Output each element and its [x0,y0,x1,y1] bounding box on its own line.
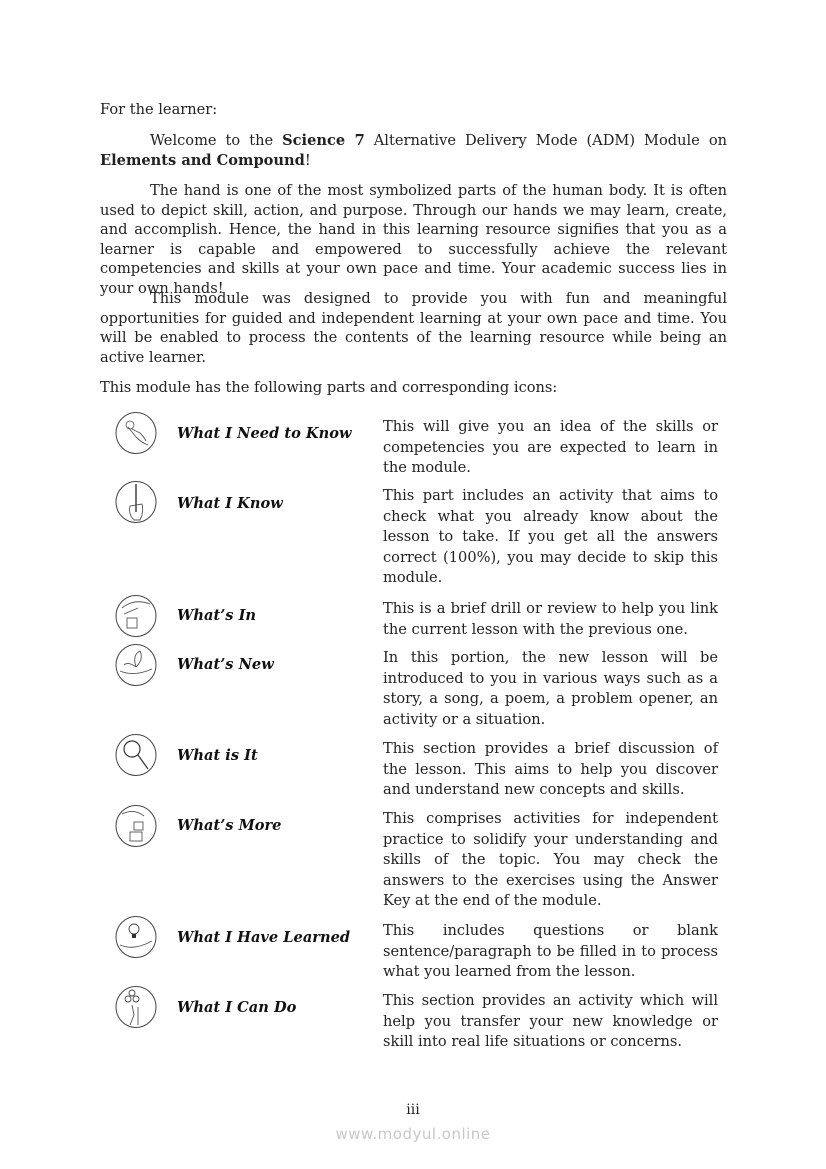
hand-puzzle-icon [114,594,158,638]
part-description: This part includes an activity that aims to check what you already know about the lesson to take. If you get all the answers correct (100%), you may decide to skip this module. [383,487,718,587]
module-topic: Elements and Compound [100,151,305,169]
watermark-link[interactable]: www.modyul.online [335,1125,491,1143]
part-label: What’s More [177,817,282,834]
hand-blocks-icon [114,804,158,848]
welcome-middle: Alternative Delivery Mode (ADM) Module on [364,132,728,149]
hand-pointing-icon [114,411,158,455]
module-paragraph: This module was designed to provide you with fun and meaningful opportunities for guided and independent learning at your own pace and time. You will be enabled to process the contents of the learning resource while being an active learner. [100,290,727,366]
part-label: What I Can Do [177,999,297,1016]
part-description: This comprises activities for independent practice to solidify your understanding and skills of the topic. You may check the answers to the exercises using the Answer Key at the end of the module. [383,810,718,910]
part-label: What I Need to Know [177,425,352,442]
part-description: This section provides an activity which will help you transfer your new knowledge or skill into real life situations or concerns. [383,992,718,1051]
part-label: What’s New [177,656,274,673]
subject-name: Science 7 [282,132,365,149]
part-description: This includes questions or blank sentence/paragraph to be filled in to process what you learned from the lesson. [383,922,718,981]
learner-heading: For the learner: [100,101,218,118]
part-label: What I Have Learned [177,929,351,946]
hand-magnifier-icon [114,733,158,777]
part-description: This will give you an idea of the skills or competencies you are expected to learn in the module. [383,418,718,477]
welcome-prefix: Welcome to the [150,132,283,149]
part-label: What’s In [177,607,257,624]
part-description: This section provides a brief discussion of the lesson. This aims to help you discover and understand new concepts and skills. [383,740,718,799]
hand-gears-icon [114,985,158,1029]
parts-intro: This module has the following parts and corresponding icons: [100,379,558,396]
welcome-suffix: ! [304,151,311,169]
part-description: In this portion, the new lesson will be introduced to you in various ways such as a story, a song, a poem, a problem opener, an activity or a situation. [383,649,718,728]
hand-pencil-icon [114,480,158,524]
hand-lightbulb-icon [114,915,158,959]
part-description: This is a brief drill or review to help you link the current lesson with the previous one. [383,600,718,638]
hand-paragraph: The hand is one of the most symbolized parts of the human body. It is often used to depict skill, action, and purpose. Through our hands we may learn, create, and accomplish. Hence, the hand in this learning resource signifies that you as a learner is capable and empowered to successfully achieve the relevant competencies and skills at your own pace and time. Your academic success lies in your own hands! [100,182,727,297]
hand-plant-icon [114,643,158,687]
page-number: iii [406,1102,420,1118]
part-label: What is It [177,747,258,764]
part-label: What I Know [177,495,283,512]
welcome-paragraph [100,131,727,170]
